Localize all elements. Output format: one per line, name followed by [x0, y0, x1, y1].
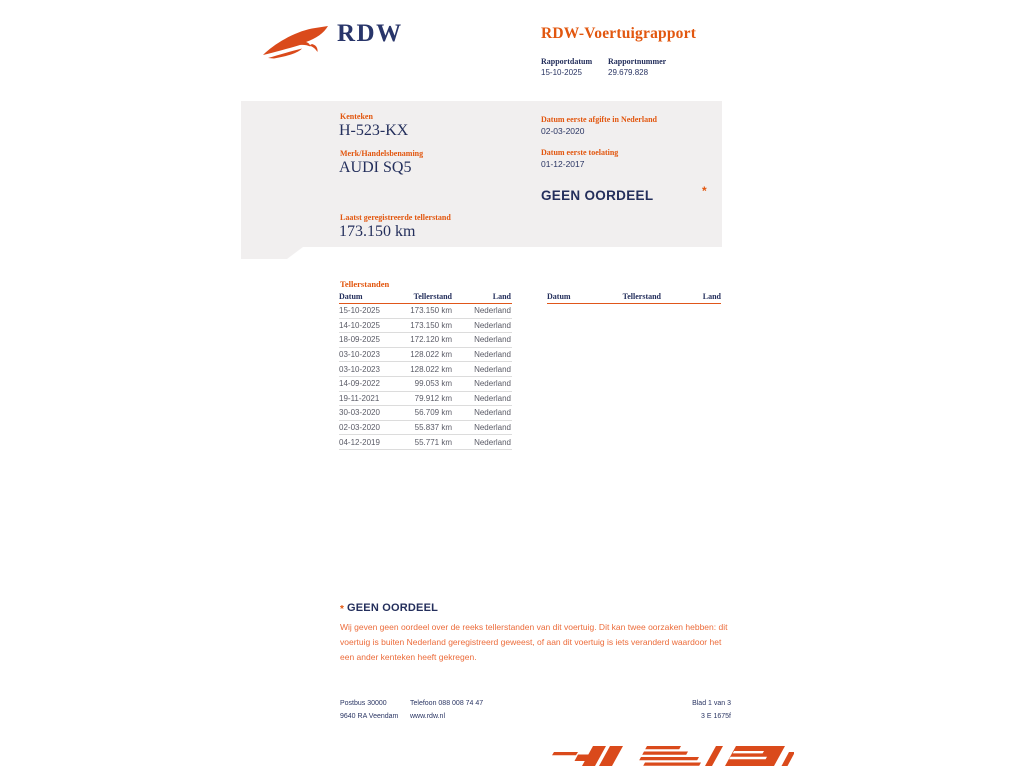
page-title: RDW-Voertuigrapport — [541, 25, 697, 42]
table-cell: Nederland — [474, 408, 511, 418]
footnote-asterisk: * — [340, 604, 344, 615]
table-cell: 02-03-2020 — [339, 423, 380, 433]
report-date-label: Rapportdatum — [541, 57, 593, 66]
table-row — [339, 392, 512, 407]
merk-label: Merk/Handelsbenaming — [340, 149, 424, 158]
footer-phone: Telefoon 088 008 74 47 — [410, 700, 484, 707]
table-cell: 173.150 km — [410, 320, 452, 330]
table-cell: 173.150 km — [410, 306, 452, 316]
speed-stripes-decoration — [548, 742, 794, 768]
table-cell: 14-09-2022 — [339, 379, 380, 389]
table-cell: Nederland — [474, 335, 511, 345]
eerste-afgifte-value: 02-03-2020 — [541, 126, 585, 136]
kenteken-label: Kenteken — [340, 112, 373, 121]
table-row — [339, 319, 512, 334]
report-number-label: Rapportnummer — [608, 57, 667, 66]
kenteken-value: H-523-KX — [339, 122, 409, 139]
merk-value: AUDI SQ5 — [339, 159, 412, 176]
footer-website: www.rdw.nl — [410, 713, 446, 720]
table-row — [339, 362, 512, 377]
column-header-tellerstand: Tellerstand — [413, 292, 452, 301]
table-cell: 99.053 km — [414, 379, 452, 389]
footnote-text: Wij geven geen oordeel over de reeks tellerstanden van dit voertuig. Dit kan twee oorzaken hebben: dit voertuig is buiten Nederland geregistreerd geweest, of aan dit voertuig is iets veranderd waardoor het een ander kenteken heeft gekregen. — [340, 622, 728, 662]
footer-form-code: 3 E 1675f — [701, 713, 731, 720]
table-row — [339, 421, 512, 436]
table-cell: Nederland — [474, 393, 511, 403]
table-cell: 55.771 km — [414, 437, 452, 447]
odometer-table-header — [339, 289, 512, 304]
report-number-value: 29.679.828 — [608, 68, 649, 77]
table-row — [339, 435, 512, 450]
table-cell: 128.022 km — [410, 364, 452, 374]
tellerstanden-section-title: Tellerstanden — [340, 279, 390, 289]
table-cell: 03-10-2023 — [339, 364, 380, 374]
table-row — [339, 348, 512, 363]
table-cell: 03-10-2023 — [339, 350, 380, 360]
table-row — [339, 377, 512, 392]
table-cell: 56.709 km — [414, 408, 452, 418]
rdw-feather-icon — [262, 25, 330, 59]
table-cell: 128.022 km — [410, 350, 452, 360]
odometer-table-secondary — [547, 289, 721, 304]
table-cell: Nederland — [474, 364, 511, 374]
column-header-datum: Datum — [339, 292, 363, 301]
column-header-land: Land — [492, 292, 511, 301]
footer-address-line1: Postbus 30000 — [340, 700, 387, 707]
laatste-tellerstand-value: 173.150 km — [339, 223, 416, 240]
table-cell: 172.120 km — [410, 335, 452, 345]
table-cell: 55.837 km — [414, 423, 452, 433]
table-cell: 15-10-2025 — [339, 306, 380, 316]
column-header-land: Land — [702, 292, 721, 301]
eerste-toelating-label: Datum eerste toelating — [541, 148, 619, 157]
speed-stripes-icon — [548, 742, 794, 768]
table-cell: Nederland — [474, 423, 511, 433]
odometer-table — [339, 289, 512, 450]
table-cell: 79.912 km — [414, 393, 452, 403]
eerste-afgifte-label: Datum eerste afgifte in Nederland — [541, 115, 657, 124]
report-date-value: 15-10-2025 — [541, 68, 582, 77]
verdict-text: GEEN OORDEEL — [541, 188, 654, 203]
footer-address-line2: 9640 RA Veendam — [340, 713, 399, 720]
odometer-table-secondary-header — [547, 289, 721, 304]
footnote-title: GEEN OORDEEL — [347, 602, 439, 614]
table-cell: Nederland — [474, 350, 511, 360]
table-cell: Nederland — [474, 437, 511, 447]
table-cell: Nederland — [474, 306, 511, 316]
table-row — [339, 333, 512, 348]
eerste-toelating-value: 01-12-2017 — [541, 159, 585, 169]
odometer-table-body — [339, 304, 512, 450]
rdw-logo-text: RDW — [337, 20, 403, 47]
table-cell: 30-03-2020 — [339, 408, 380, 418]
table-cell: 18-09-2025 — [339, 335, 380, 345]
summary-box-notch — [241, 247, 303, 259]
laatste-tellerstand-label: Laatst geregistreerde tellerstand — [340, 213, 451, 222]
column-header-tellerstand: Tellerstand — [622, 292, 661, 301]
table-cell: 14-10-2025 — [339, 320, 380, 330]
table-row — [339, 304, 512, 319]
table-cell: 19-11-2021 — [339, 393, 380, 403]
verdict-asterisk: * — [702, 184, 707, 198]
footer-page-number: Blad 1 van 3 — [692, 700, 731, 707]
table-row — [339, 406, 512, 421]
table-cell: Nederland — [474, 320, 511, 330]
column-header-datum: Datum — [547, 292, 571, 301]
table-cell: 04-12-2019 — [339, 437, 380, 447]
table-cell: Nederland — [474, 379, 511, 389]
